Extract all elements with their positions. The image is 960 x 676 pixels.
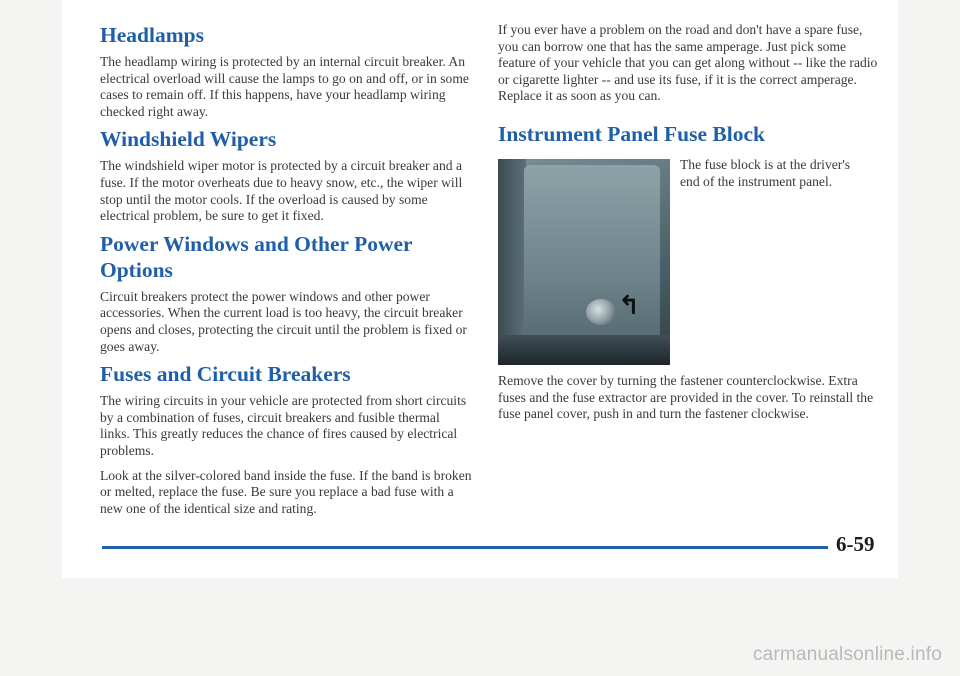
paragraph-fuses-1: The wiring circuits in your vehicle are protected from short circuits by a combination of fuses, circuit breakers and fusible thermal links. This greatly reduces the chance of fires caused by electrical problems. [100, 393, 467, 458]
heading-fuses-circuit-breakers: Fuses and Circuit Breakers [100, 362, 351, 387]
paragraph-headlamps: The headlamp wiring is protected by an internal circuit breaker. An electrical overload will cause the lamps to go on and off, or in some cases to remain off. If this happens, have your headlamp wiring checked right away. [100, 54, 469, 119]
paragraph-spare-fuse: If you ever have a problem on the road and don't have a spare fuse, you can borrow one that has the same amperage. Just pick some feature of your vehicle that you can get along without -- like the radio or cigarette lighter -- and use its fuse, if it is the correct amperage. Replace it as soon as you can. [498, 22, 878, 104]
page-number: 6-59 [836, 532, 875, 556]
paragraph-power-windows: Circuit breakers protect the power windows and other power accessories. When the current load is too heavy, the circuit breaker opens and closes, protecting the circuit until the problem is fixed or goes away. [100, 288, 467, 354]
heading-windshield-wipers: Windshield Wipers [100, 127, 277, 152]
fuse-block-photo [498, 159, 670, 365]
heading-headlamps: Headlamps [100, 23, 204, 47]
photo-floor [498, 335, 670, 365]
manual-page [62, 0, 898, 578]
heading-instrument-panel-fuse-block: Instrument Panel Fuse Block [498, 121, 765, 146]
paragraph-remove-cover: Remove the cover by turning the fastener counterclockwise. Extra fuses and the fuse extractor are provided in the cover. To reinstall the fuse panel cover, push in and turn the fastener clockwise. [498, 372, 874, 422]
fuse-block-caption: The fuse block is at the driver's end of the instrument panel. [680, 156, 851, 189]
paragraph-windshield-wipers: The windshield wiper motor is protected by a circuit breaker and a fuse. If the motor overheats due to heavy snow, etc., the wiper will stop until the motor cools. If the overload is caused by some electrical problem, be sure to get it fixed. [100, 158, 463, 224]
paragraph-fuses-2: Look at the silver-colored band inside the fuse. If the band is broken or melted, replace the fuse. Be sure you replace a bad fuse with a new one of the identical size and rating. [100, 467, 472, 516]
heading-power-windows: Power Windows and Other Power Options [100, 231, 413, 282]
photo-fuse-panel-cover [524, 165, 660, 355]
photo-fastener [586, 299, 616, 325]
watermark: carmanualsonline.info [752, 644, 942, 665]
fuse-block-figure [498, 157, 878, 367]
left-column [100, 22, 472, 517]
rotate-arrow-icon: ↰ [618, 290, 640, 321]
right-column [498, 22, 878, 423]
footer-rule [102, 546, 828, 549]
